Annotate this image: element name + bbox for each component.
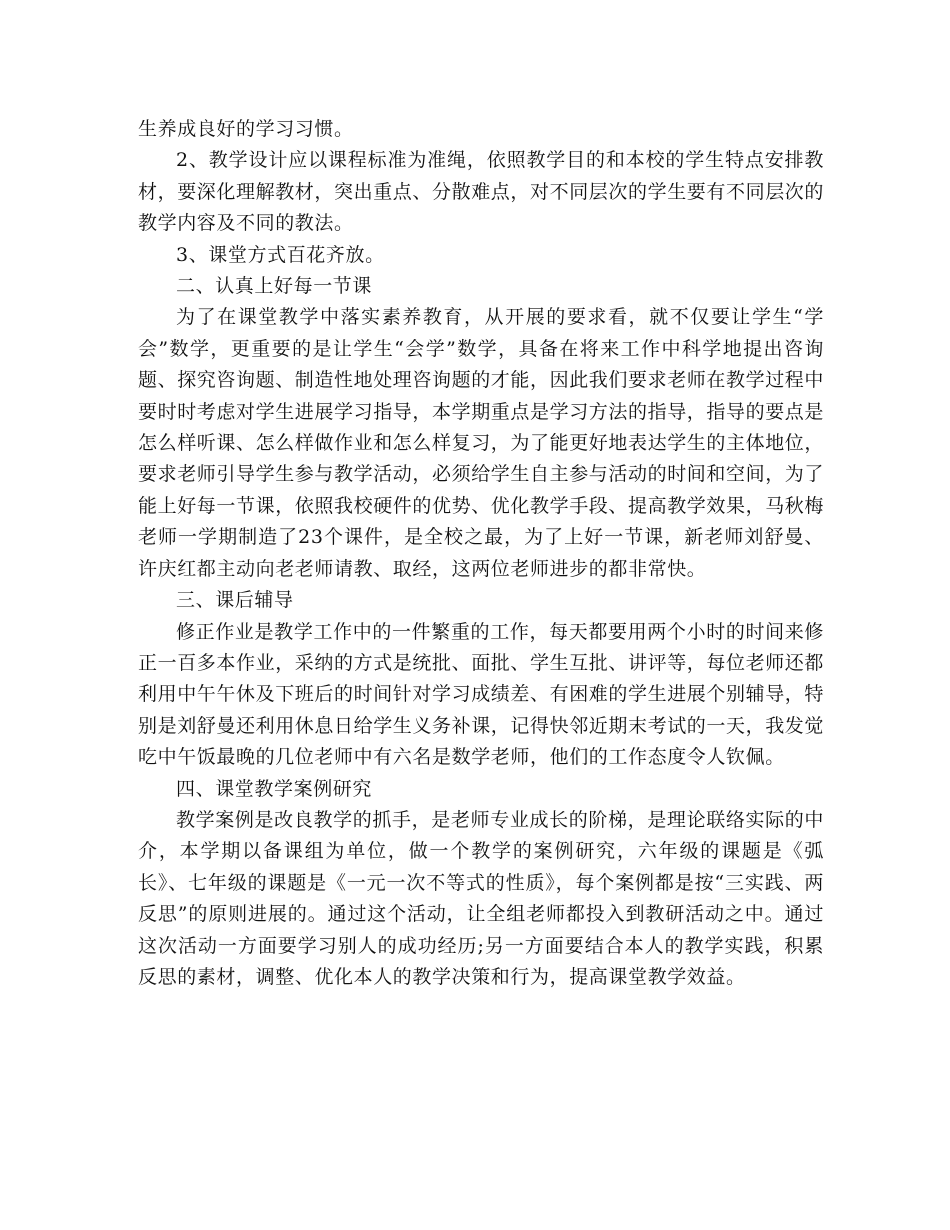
paragraph-teaching-design: 2、教学设计应以课程标准为准绳，依照教学目的和本校的学生特点安排教材，要深化理解教材，突出重点、分散难点，对不同层次的学生要有不同层次的教学内容及不同的教法。 [138,149,825,235]
section-heading-3: 三、课后辅导 [176,589,294,612]
paragraph-case-study: 教学案例是改良教学的抓手，是老师专业成长的阶梯，是理论联络实际的中介，本学期以备课组为单位，做一个教学的案例研究，六年级的课题是《弧长》、七年级的课题是《一元一次不等式的性质》，每个案例都是按“三实践、两反思”的原则进展的。通过这个活动，让全组老师都投入到教研活动之中。通过这次活动一方面要学习别人的成功经历;另一方面要结合本人的教学实践，积累反思的素材，调整、优化本人的教学决策和行为，提高课堂教学效益。 [138,808,824,988]
paragraph-intro-fragment: 生养成良好的学习习惯。 [138,118,354,140]
section-heading-2: 二、认真上好每一节课 [176,275,373,298]
paragraph-each-lesson: 为了在课堂教学中落实素养教育，从开展的要求看，就不仅要让学生“学会”数学，更重要的是让学生“会学”数学，具备在将来工作中科学地提出咨询题、探究咨询题、制造性地处理咨询题的才能，因此我们要求老师在教学过程中要时时考虑对学生进展学习指导，本学期重点是学习方法的指导，指导的要点是怎么样听课、怎么样做作业和怎么样复习，为了能更好地表达学生的主体地位，要求老师引导学生参与教学活动，必须给学生自主参与活动的时间和空间，为了能上好每一节课，依照我校硬件的优势、优化教学手段、提高教学效果，马秋梅老师一学期制造了23个课件，是全校之最，为了上好一节课，新老师刘舒曼、许庆红都主动向老老师请教、取经，这两位老师进步的都非常快。 [138,306,825,580]
document-body [138,114,824,993]
item-classroom-format: 3、课堂方式百花齐放。 [176,243,385,266]
paragraph-after-class: 修正作业是教学工作中的一件繁重的工作，每天都要用两个小时的时间来修正一百多本作业，采纳的方式是统批、面批、学生互批、讲评等，每位老师还都利用中午午休及下班后的时间针对学习成绩差、有困难的学生进展个别辅导，特别是刘舒曼还利用休息日给学生义务补课，记得快邻近期末考试的一天，我发觉吃中午饭最晚的几位老师中有六名是数学老师，他们的工作态度令人钦佩。 [138,620,825,769]
section-heading-4: 四、课堂教学案例研究 [176,777,373,800]
